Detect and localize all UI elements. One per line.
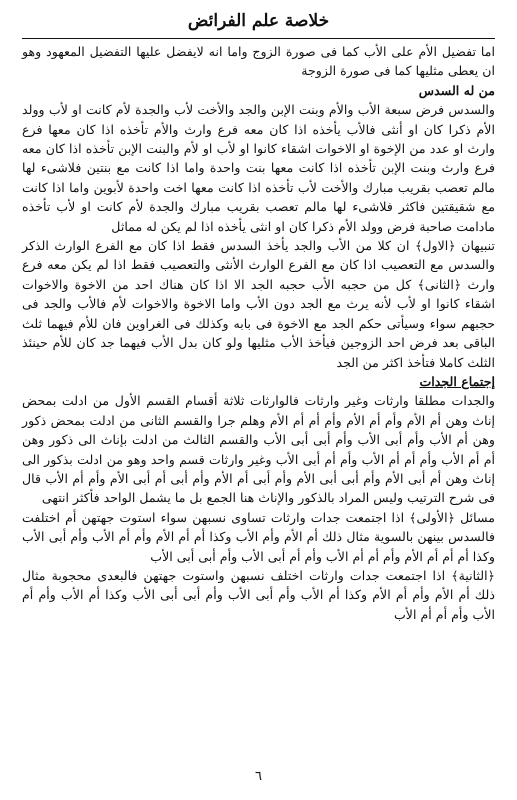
page-number: ٦ [255, 769, 262, 784]
section-heading-sudus: من له السدس [418, 82, 495, 98]
sudus-paragraph-2: تنبيهان ﴿الاول﴾ ان كلا من الأب والجد يأخذ السدس فقط اذا كان مع الفرع الوارث الذكر والسدس مع التعصيب اذا كان مع الفرع الوارث الأنثى والتعصيب فقط اذا لم يكن معه فرع وارث ﴿الثانى﴾ كل من حجبه الأب حجبه الجد الا اذا كان هناك احد من الاخوة والاخوات اشقاء كانوا او لأب لأنه يرث مع الجد دون الأب واما الاخوة والاخوات لأم فالأب والجد فى حجبهم سواء وسيأتى حكم الجد مع الاخوة فى بابه وكذلك فى الغراوين فان للأم فيهما ثلث الباقى بعد فرض احد الزوجين فيأخذ الأب مثليها ولو كان بدل الأب فيهما جد كان للأم حينئذ الثلث كاملا فتأخذ اكثر من الجد [22, 238, 495, 370]
section-heading-jaddat: إجتماع الجدات [419, 373, 495, 389]
intro-paragraph: اما تفضيل الأم على الأب كما فى صورة الزوج واما انه لايفضل عليها التفضيل المعهود وهو ان يعطى مثليها كما فى صورة الزوجة [22, 44, 495, 79]
jaddat-masail-2: ﴿الثانية﴾ اذا اجتمعت جدات وارثات اختلف نسبهن واستوت جهتهن فالبعدى محجوبة مثال ذلك أم الأم وأم أم الأم وكذا أم الأب وأم أبى الأب وأم أبى أبى الأب وكذا أم الأب وأم أم الأب وأم أم أم الأب [22, 567, 495, 622]
jaddat-masail-1: مسائل ﴿الأولى﴾ اذا اجتمعت جدات وارثات تساوى نسبهن سواء استوت جهتهن أم اختلفت فالسدس بينهن بالسوية مثال ذلك أم الأم وأم الأب وكذا أم أم الأم وأم أم الأب وأم أبى الأب وكذا أم أم أم الأم وأم أم أم الأب وأم أم أبى الأب وأم أبى أبى الأب [22, 509, 495, 564]
jaddat-paragraph-1: والجدات مطلقا وارثات وغير وارثات فالوارثات ثلاثة أقسام القسم الأول من ادلت بمحض إناث وهن أم الأم وأم أم الأم وأم أم أم الأم وهلم جرا والقسم الثانى من ادلت بمحض ذكور وهن أم الأب وأم أبى الأب وأم أبى أبى الأب والقسم الثالث من ادلت بإناث الى ذكور وهن أم أم الأب وأم أم أم الأب وأم أم أبى الأب وغير وارثات قسم واحد وهو من ادلت بذكور الى إناث وهن أم أبى الأم وأم أبى أبى الأم وأم أبى أم الأم وأم أبى أم أبى الأم وأم أم الأب قال فى شرح الترتيب وليس المراد بالذكور والإناث هنا الجمع بل ما يشمل الواحد فأكثر انتهى [22, 393, 495, 506]
document-body [22, 42, 495, 624]
sudus-paragraph-1: والسدس فرض سبعة الأب والأم وبنت الإبن والجد والأخت لأب والجدة لأم كانت او لأب وولد الأم ذكرا كان او أنثى فالأب يأخذه اذا كان معه فرع وارث والأم تأخذه اذا كان معها فرع وارث او عدد من الإخوة او الاخوات اشقاء كانوا او لأب او لأم والبنت الإبن تأخذه اذا كان معه فرع وارث وبنت الإبن تأخذه اذا كانت معها بنت واحدة واما اذا كانت مع بنتين فلاشىء لها مالم تعصب بقريب مبارك والأخت لأب تأخذه اذا كانت معها اخت واحدة لأبوين واما اذا كانت مع شقيقتين فاكثر فلاشىء لها مالم تعصب بقريب مبارك والجدة لأم كانت او لأب تأخذه مادامت صاحبة فرض وولد الأم ذكرا كان او انثى يأخذه اذا لم يكن له مماثل [22, 102, 495, 234]
page-title: خلاصة علم الفرائض [187, 11, 330, 31]
title-divider [22, 38, 495, 39]
